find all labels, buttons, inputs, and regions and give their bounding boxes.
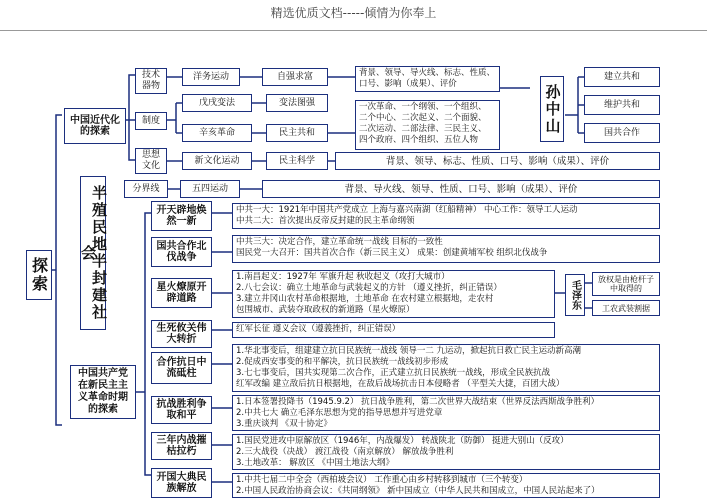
new-democratic-title: 中国共产党在新民主主义革命时期的探索 [70, 365, 136, 419]
detail-line: 2.中共七大 确立毛泽东思想为党的指导思想并写进党章 [236, 408, 443, 418]
stage-title: 星火燎原开辟道路 [151, 278, 212, 308]
detail-line: 中共三大：决定合作，建立革命统一战线 目标的一致性 [236, 237, 443, 247]
branch-label-system: 制度 [135, 112, 167, 130]
movement-yangwu: 洋务运动 [182, 68, 240, 86]
detail-line: 中共二大：首次提出反帝反封建的民主革命纲领 [236, 216, 415, 226]
result-gonghe: 民主共和 [266, 124, 328, 142]
stage-detail [232, 322, 555, 338]
sun-item: 维护共和 [584, 95, 660, 115]
modern-title: 中国近代化的探索 [64, 108, 126, 144]
mao-zedong: 毛泽东 [565, 274, 585, 316]
stage-title: 合作抗日中流砥柱 [151, 352, 212, 384]
detail-line: 1.日本签署投降书（1945.9.2） 抗日战争胜利，第二次世界大战结束（世界反法西斯战争胜利） [236, 397, 600, 407]
xinhai-line: 四个政府、四个组织、五位人物 [359, 135, 479, 145]
mao-item: 工农武装割据 [592, 300, 660, 316]
detail-line: 3.七七事变后，国共实现第二次合作，正式建立抗日民族统一战线，形成全民族抗战 [236, 368, 551, 378]
stage-detail [232, 434, 660, 470]
detail-line: 1.中共七届二中全会（西柏坡会议） 工作重心由乡村转移到城市（三个转变） [236, 475, 528, 485]
stage-detail [232, 344, 660, 392]
detail-xinwenhua: 背景、领导、标志、性质、口号、影响（成果）、评价 [335, 152, 660, 170]
stage-detail [232, 473, 660, 498]
result-ziqiang: 自强求富 [262, 68, 328, 86]
detail-yangwu: 背景、领导、导火线、标志、性质、口号、影响（成果）、评价 [355, 66, 500, 92]
stage-title: 生死攸关伟大转折 [151, 320, 212, 348]
stage-title: 抗战胜利争取和平 [151, 396, 212, 424]
xinhai-line: 一次革命、一个纲领、一个组织、 [359, 102, 487, 112]
stage-detail [232, 235, 660, 263]
detail-line: 3.土地改革： 解放区 《中国土地法大纲》 [236, 458, 395, 468]
semi-colonial-title: 半殖民地半封建社会 [80, 176, 106, 330]
stage-detail [232, 270, 555, 318]
detail-line: 中共一大：1921年中国共产党成立 上海与嘉兴南湖（红船精神） 中心工作：领导工人运动 [236, 205, 578, 215]
stage-detail [232, 203, 660, 229]
sun-item: 建立共和 [584, 67, 660, 87]
stage-title: 三年内战摧枯拉朽 [151, 432, 212, 460]
sun-item: 国共合作 [584, 123, 660, 143]
detail-xinhai [355, 100, 500, 150]
stage-title: 开国大典民族解放 [151, 468, 212, 498]
mao-item: 放权是由枪杆子中取得的 [592, 272, 660, 296]
detail-line: 国民党一大召开：国共首次合作（新三民主义） 成果：创建黄埔军校 组织北伐战争 [236, 248, 548, 258]
movement-xinwenhua: 新文化运动 [182, 152, 252, 170]
detail-line: 3.建立井冈山农村革命根据地，土地革命 在农村建立根据地，走农村 [236, 294, 494, 304]
root-node: 探索 [26, 250, 52, 300]
result-kexue: 民主科学 [266, 152, 328, 170]
stage-detail [232, 395, 660, 431]
branch-label-tech: 技术器物 [135, 68, 167, 94]
stage-title: 国共合作北伐战争 [151, 237, 212, 267]
xinhai-line: 二次运动、二部法律、三民主义、 [359, 124, 487, 134]
detail-line: 红军改编 建立敌后抗日根据地，在敌后战场抗击日本侵略者 （平型关大捷，百团大战） [236, 379, 565, 389]
branch-label-culture: 思想文化 [135, 148, 167, 174]
stage-title: 开天辟地焕然一新 [151, 201, 212, 231]
detail-line: 2.促成西安事变的和平解决，抗日民族统一战线初步形成 [236, 357, 449, 367]
movement-wuxu: 戊戌变法 [182, 94, 252, 112]
detail-line: 红军长征 遵义会议（遵義挫折，纠正错误） [236, 324, 401, 334]
result-bianfa: 变法图强 [266, 94, 328, 112]
movement-xinhai: 辛亥革命 [182, 124, 252, 142]
xinhai-line: 二个中心、二次起义、二个面貌、 [359, 113, 487, 123]
detail-line: 包围城市、武装夺取政权的新道路（星火燎原） [236, 305, 415, 315]
detail-line: 1.南昌起义：1927年 军旗升起 秋收起义（攻打大城市） [236, 272, 450, 282]
detail-line: 2.八七会议：确立土地革命与武装起义的方针 （遵义挫折，纠正错误） [236, 283, 502, 293]
detail-line: 2.中国人民政治协商会议：《共同纲领》 新中国成立（中华人民共和国成立，中国人民站起来了） [236, 486, 600, 496]
detail-line: 2.三大战役（决战） 渡江战役（南京解放） 解放战争胜利 [236, 447, 454, 457]
divider-label: 分界线 [124, 180, 168, 198]
movement-wusi: 五四运动 [180, 180, 240, 198]
sun-yatsen: 孙中山 [540, 76, 564, 142]
detail-wusi: 背景、导火线、领导、性质、口号、影响（成果）、评价 [262, 180, 660, 198]
detail-line: 1.国民党进攻中原解放区（1946年，内战爆发） 转战陕北（防御） 挺进大别山（反攻） [236, 436, 569, 446]
page-header: 精选优质文档-----倾情为你奉上 [0, 0, 707, 31]
detail-line: 3.重庆谈判 《双十协定》 [236, 419, 332, 429]
detail-line: 1.华北事变后，组建建立抗日民族统一战线 领导一二 九运动，掀起抗日救亡民主运动新高潮 [236, 346, 582, 356]
